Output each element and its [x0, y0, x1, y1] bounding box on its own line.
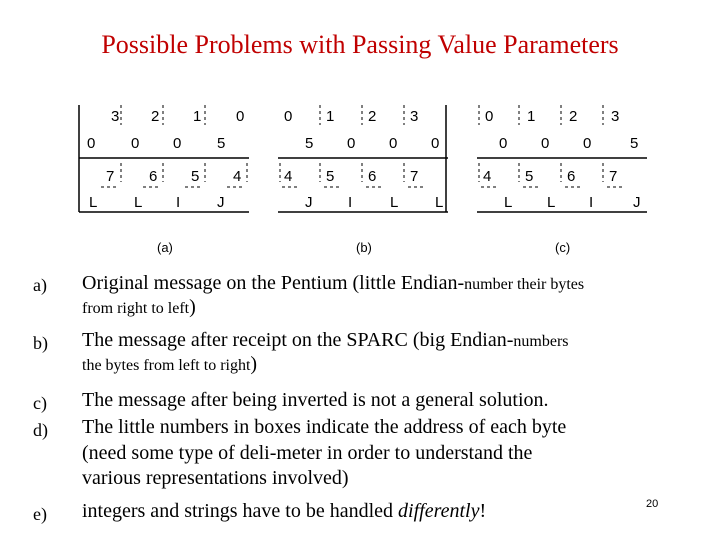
- item-text: The little numbers in boxes indicate the address of each byte: [82, 416, 567, 438]
- byte-value: J: [633, 194, 641, 211]
- byte-value: 5: [305, 135, 314, 152]
- byte-value: 5: [217, 135, 226, 152]
- address-label: 1: [193, 108, 202, 125]
- address-label: 0: [485, 108, 494, 125]
- item-text: The message after being inverted is not a general solution.: [82, 389, 549, 411]
- address-label: 4: [284, 168, 293, 185]
- address-label: 3: [111, 108, 120, 125]
- item-text-main: ): [189, 296, 196, 318]
- byte-value: L: [547, 194, 556, 211]
- address-label: 5: [326, 168, 335, 185]
- item-text: [82, 272, 584, 295]
- byte-value: L: [390, 194, 399, 211]
- item-text-continued: (need some type of deli-meter in order to understand the: [82, 442, 533, 464]
- address-label: 3: [611, 108, 620, 125]
- byte-value: 0: [499, 135, 508, 152]
- panel-caption: (a): [157, 240, 173, 255]
- item-text: [82, 329, 569, 352]
- byte-value: 0: [431, 135, 440, 152]
- byte-value: 0: [131, 135, 140, 152]
- address-label: 2: [569, 108, 578, 125]
- byte-value: L: [89, 194, 98, 211]
- address-label: 3: [410, 108, 419, 125]
- item-label: c): [33, 393, 47, 413]
- address-label: 2: [368, 108, 377, 125]
- byte-value: J: [217, 194, 225, 211]
- address-label: 0: [236, 108, 245, 125]
- byte-value: L: [134, 194, 143, 211]
- item-text: [82, 500, 486, 523]
- address-label: 6: [368, 168, 377, 185]
- byte-value: 0: [173, 135, 182, 152]
- item-label: b): [33, 333, 48, 353]
- item-text-main: The message after receipt on the SPARC (big Endian-: [82, 329, 514, 351]
- panel-caption: (b): [356, 240, 372, 255]
- item-text-continued: various representations involved): [82, 467, 349, 489]
- item-text-continued: [82, 353, 257, 376]
- address-label: 6: [149, 168, 158, 185]
- item-label: d): [33, 420, 48, 440]
- item-label: a): [33, 275, 47, 295]
- address-label: 4: [483, 168, 492, 185]
- byte-value: L: [435, 194, 444, 211]
- address-label: 7: [106, 168, 115, 185]
- address-label: 1: [527, 108, 536, 125]
- item-text-emphasis: differently: [398, 500, 480, 522]
- item-text-main: !: [479, 500, 487, 522]
- page-number: 20: [646, 498, 659, 510]
- address-label: 6: [567, 168, 576, 185]
- item-text-main: ): [250, 353, 258, 375]
- byte-value: I: [589, 194, 594, 211]
- byte-value: L: [504, 194, 513, 211]
- byte-value: J: [305, 194, 313, 211]
- byte-value: 0: [87, 135, 96, 152]
- panel-caption: (c): [555, 240, 571, 255]
- address-label: 5: [525, 168, 534, 185]
- address-label: 1: [326, 108, 335, 125]
- item-text-small: numbers: [513, 333, 569, 350]
- address-label: 4: [233, 168, 242, 185]
- byte-value: 0: [389, 135, 398, 152]
- item-text-continued: [82, 296, 196, 319]
- byte-value: 0: [347, 135, 356, 152]
- item-label: e): [33, 504, 47, 524]
- byte-value: 0: [541, 135, 550, 152]
- byte-value: 0: [583, 135, 592, 152]
- byte-value: I: [176, 194, 181, 211]
- slide-title: Possible Problems with Passing Value Parameters: [101, 30, 619, 59]
- address-label: 5: [191, 168, 200, 185]
- byte-value: 5: [630, 135, 639, 152]
- item-text-main: Original message on the Pentium (little Endian-: [82, 272, 465, 294]
- byte-value: I: [348, 194, 353, 211]
- item-text-small: number their bytes: [464, 276, 585, 293]
- item-text-main: integers and strings have to be handled: [82, 500, 399, 522]
- address-label: 7: [410, 168, 419, 185]
- item-text-small: the bytes from left to right: [82, 357, 251, 374]
- item-text-small: from right to left: [82, 300, 190, 317]
- address-label: 7: [609, 168, 618, 185]
- address-label: 0: [284, 108, 293, 125]
- address-label: 2: [151, 108, 160, 125]
